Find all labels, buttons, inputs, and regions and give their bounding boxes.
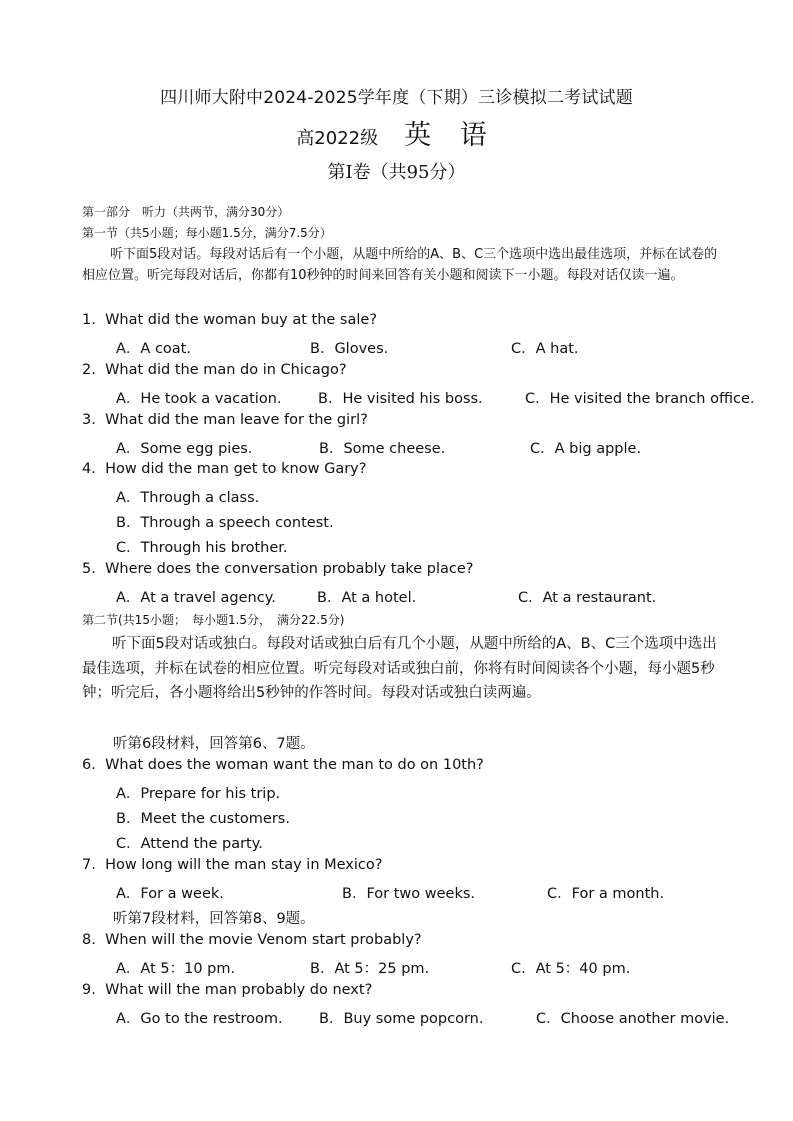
section2-instructions: 听下面5段对话或独白。每段对话或独白后有几个小题，从题中所给的A、B、C三个选项中选出最佳选项，并标在试卷的相应位置。听完每段对话或独白前，你将有时间阅读各个小题，每小题5秒钟；听完后，各小题将给出5秒钟的作答时间。每段对话或独白读两遍。 <box>82 636 717 701</box>
q4-option-b[interactable]: B．Through a speech contest. <box>116 515 334 531</box>
grade-label: 高2022级 <box>296 128 379 149</box>
section1-heading: 第一节（共5小题；每小题1.5分，满分7.5分） <box>82 226 332 240</box>
q3-option-a[interactable]: A．Some egg pies. <box>116 441 253 457</box>
part1-heading: 第一部分 听力（共两节，满分30分） <box>82 205 290 219</box>
q9-option-c[interactable]: C．Choose another movie. <box>536 1011 730 1027</box>
material-7-lead: 听第7段材料，回答第8、9题。 <box>113 911 315 927</box>
q6-option-c[interactable]: C．Attend the party. <box>116 836 263 852</box>
volume-label: 第Ⅰ卷（共95分） <box>327 162 466 183</box>
q7-option-a[interactable]: A．For a week. <box>116 886 224 902</box>
q3-option-b[interactable]: B．Some cheese. <box>319 441 446 457</box>
q2-option-b[interactable]: B．He visited his boss. <box>318 391 483 407</box>
material-6-lead: 听第6段材料，回答第6、7题。 <box>113 736 315 752</box>
question-3: 3. What did the man leave for the girl? <box>82 412 368 428</box>
exam-title: 四川师大附中2024-2025学年度（下期）三诊模拟二考试试题 <box>160 88 633 108</box>
q4-option-c[interactable]: C．Through his brother. <box>116 540 288 556</box>
question-2: 2. What did the man do in Chicago? <box>82 362 347 378</box>
q6-option-a[interactable]: A．Prepare for his trip. <box>116 786 281 802</box>
question-4: 4. How did the man get to know Gary? <box>82 461 367 477</box>
question-5: 5. Where does the conversation probably take place? <box>82 561 474 577</box>
q9-option-b[interactable]: B．Buy some popcorn. <box>319 1011 484 1027</box>
q3-option-c[interactable]: C．A big apple. <box>530 441 642 457</box>
section1-instructions: 听下面5段对话。每段对话后有一个小题，从题中所给的A、B、C三个选项中选出最佳选项，并标在试卷的相应位置。听完每段对话后，你都有10秒钟的时间来回答有关小题和阅读下一小题。每段对话仅读一遍。 <box>82 247 718 283</box>
q5-option-c[interactable]: C．At a restaurant. <box>518 590 657 606</box>
q7-option-c[interactable]: C．For a month. <box>547 886 665 902</box>
q8-option-b[interactable]: B．At 5：25 pm. <box>310 961 430 977</box>
question-7: 7. How long will the man stay in Mexico? <box>82 857 383 873</box>
q5-option-a[interactable]: A．At a travel agency. <box>116 590 276 606</box>
q2-option-c[interactable]: C．He visited the branch office. <box>525 391 755 407</box>
grade-subject-line <box>0 113 793 152</box>
q8-option-a[interactable]: A．At 5：10 pm. <box>116 961 236 977</box>
question-1: 1. What did the woman buy at the sale? <box>82 312 378 328</box>
q1-option-b[interactable]: B．Gloves. <box>310 341 389 357</box>
q4-option-a[interactable]: A．Through a class. <box>116 490 260 506</box>
q1-option-a[interactable]: A．A coat. <box>116 341 191 357</box>
q9-option-a[interactable]: A．Go to the restroom. <box>116 1011 283 1027</box>
q6-option-b[interactable]: B．Meet the customers. <box>116 811 290 827</box>
q1-option-c[interactable]: C．A hat. <box>511 341 579 357</box>
q2-option-a[interactable]: A．He took a vacation. <box>116 391 282 407</box>
q8-option-c[interactable]: C．At 5：40 pm. <box>511 961 631 977</box>
question-9: 9. What will the man probably do next? <box>82 982 373 998</box>
subject-label: 英 语 <box>404 120 497 151</box>
question-6: 6. What does the woman want the man to do on 10th? <box>82 757 484 773</box>
q5-option-b[interactable]: B．At a hotel. <box>317 590 417 606</box>
q7-option-b[interactable]: B．For two weeks. <box>342 886 475 902</box>
question-8: 8. When will the movie Venom start probably? <box>82 932 422 948</box>
section2-heading: 第二节(共15小题； 每小题1.5分， 满分22.5分) <box>82 613 345 627</box>
